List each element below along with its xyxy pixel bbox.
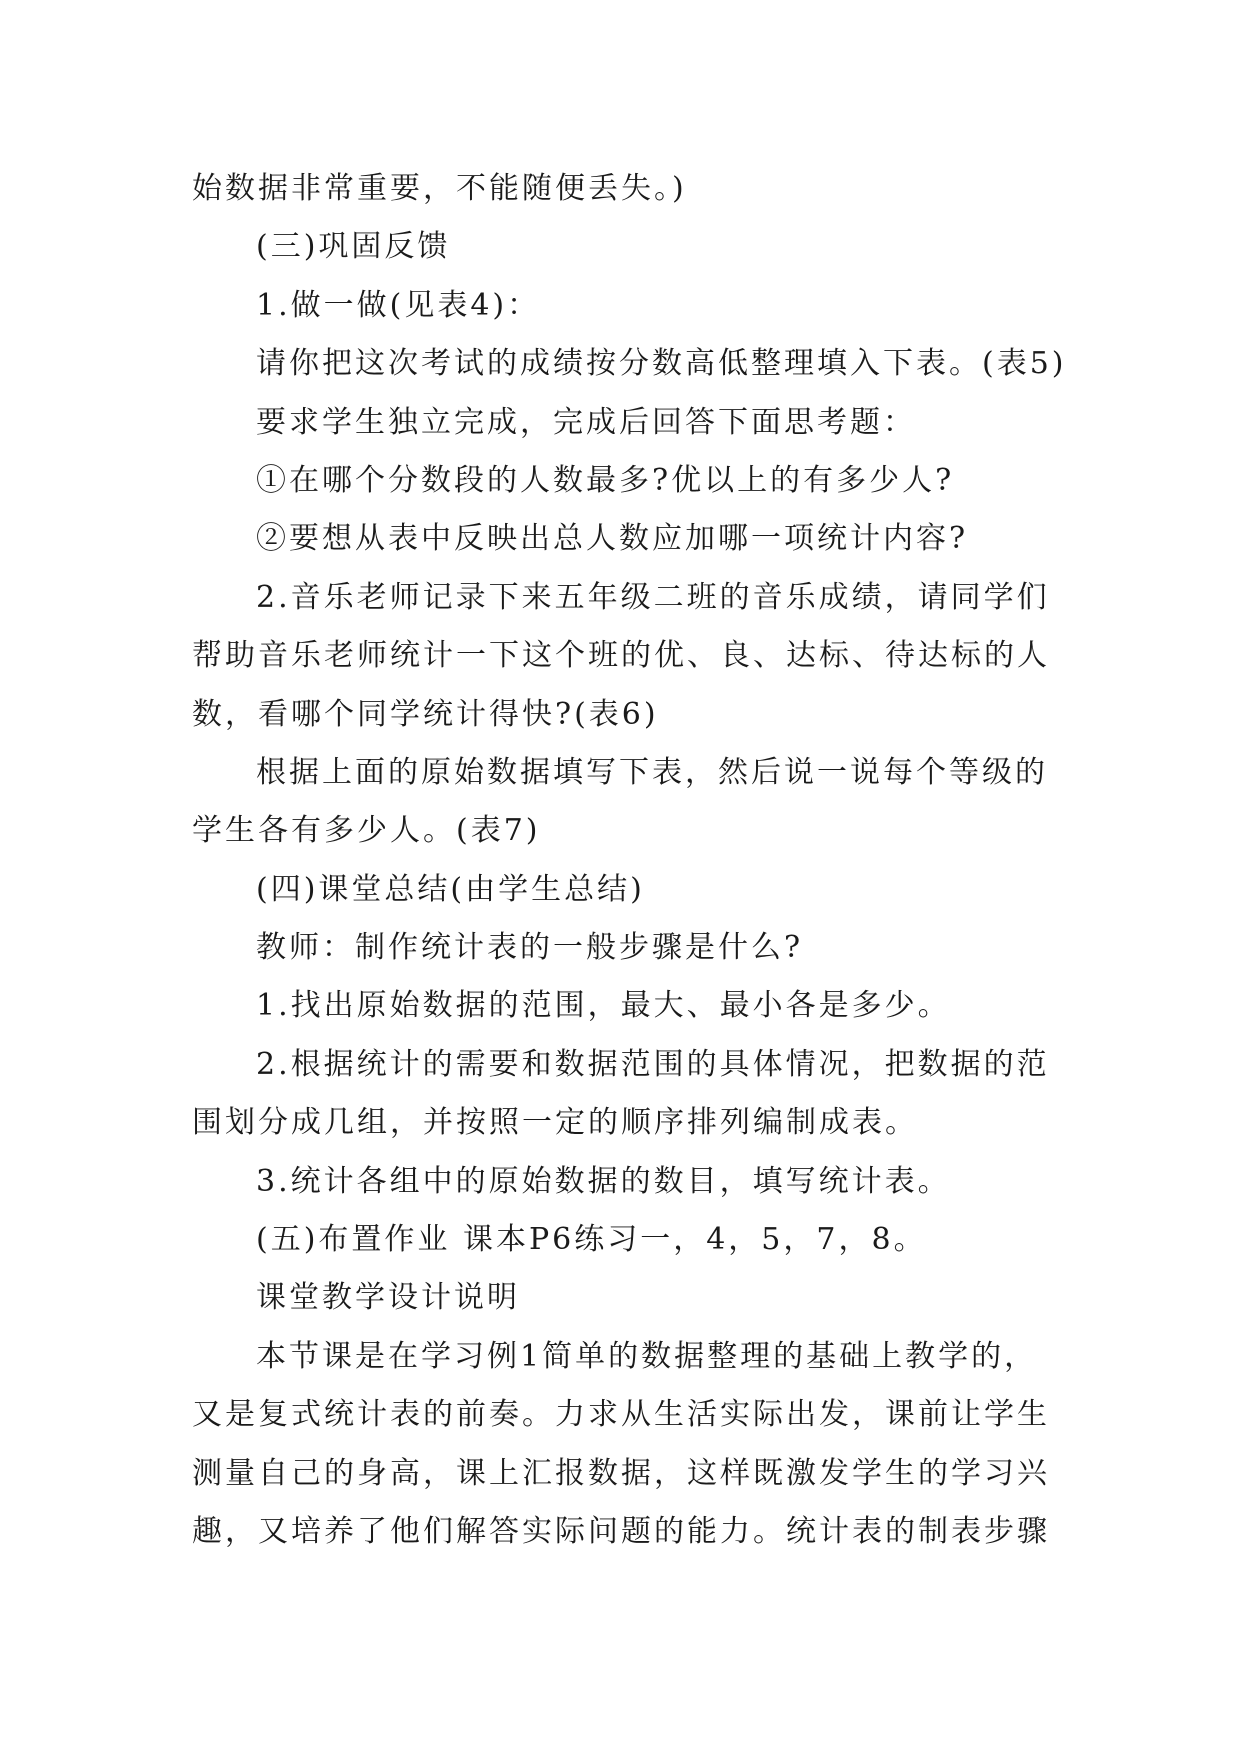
text-line: 教师：制作统计表的一般步骤是什么? (256, 930, 804, 966)
text-line: 帮助音乐老师统计一下这个班的优、良、达标、待达标的人 (192, 638, 1050, 674)
text-line: 3.统计各组中的原始数据的数目，填写统计表。 (256, 1163, 951, 1199)
section-heading: 课堂教学设计说明 (256, 1280, 520, 1316)
text-line: 围划分成几组，并按照一定的顺序排列编制成表。 (192, 1105, 918, 1141)
text-line: 要求学生独立完成，完成后回答下面思考题： (256, 404, 916, 440)
text-line: 本节课是在学习例1简单的数据整理的基础上教学的， (256, 1338, 1038, 1374)
text-line: 始数据非常重要，不能随便丢失。) (192, 171, 687, 206)
text-line: 数，看哪个同学统计得快?(表6) (192, 696, 659, 732)
text-line: 学生各有多少人。(表7) (192, 813, 541, 849)
text-line: 2.根据统计的需要和数据范围的具体情况，把数据的范 (256, 1046, 1050, 1082)
text-line: 2.音乐老师记录下来五年级二班的音乐成绩，请同学们 (256, 579, 1050, 615)
text-line: 又是复式统计表的前奏。力求从生活实际出发，课前让学生 (192, 1397, 1050, 1433)
text-line: 根据上面的原始数据填写下表，然后说一说每个等级的 (256, 754, 1048, 790)
document-body (192, 160, 1067, 1561)
text-line: 1.找出原始数据的范围，最大、最小各是多少。 (256, 988, 951, 1024)
text-line: 测量自己的身高，课上汇报数据，这样既激发学生的学习兴 (192, 1455, 1050, 1491)
section-heading: (三)巩固反馈 (256, 229, 451, 265)
text-line: 1.做一做(见表4)： (256, 287, 541, 323)
section-heading: (五)布置作业 课本P6练习一，4，5，7，8。 (256, 1222, 927, 1258)
text-line: 请你把这次考试的成绩按分数高低整理填入下表。(表5) (256, 346, 1067, 382)
question-item: ①在哪个分数段的人数最多?优以上的有多少人? (256, 462, 955, 498)
text-line: 趣，又培养了他们解答实际问题的能力。统计表的制表步骤 (192, 1513, 1050, 1549)
section-heading: (四)课堂总结(由学生总结) (256, 871, 645, 907)
question-item: ②要想从表中反映出总人数应加哪一项统计内容? (256, 521, 969, 557)
